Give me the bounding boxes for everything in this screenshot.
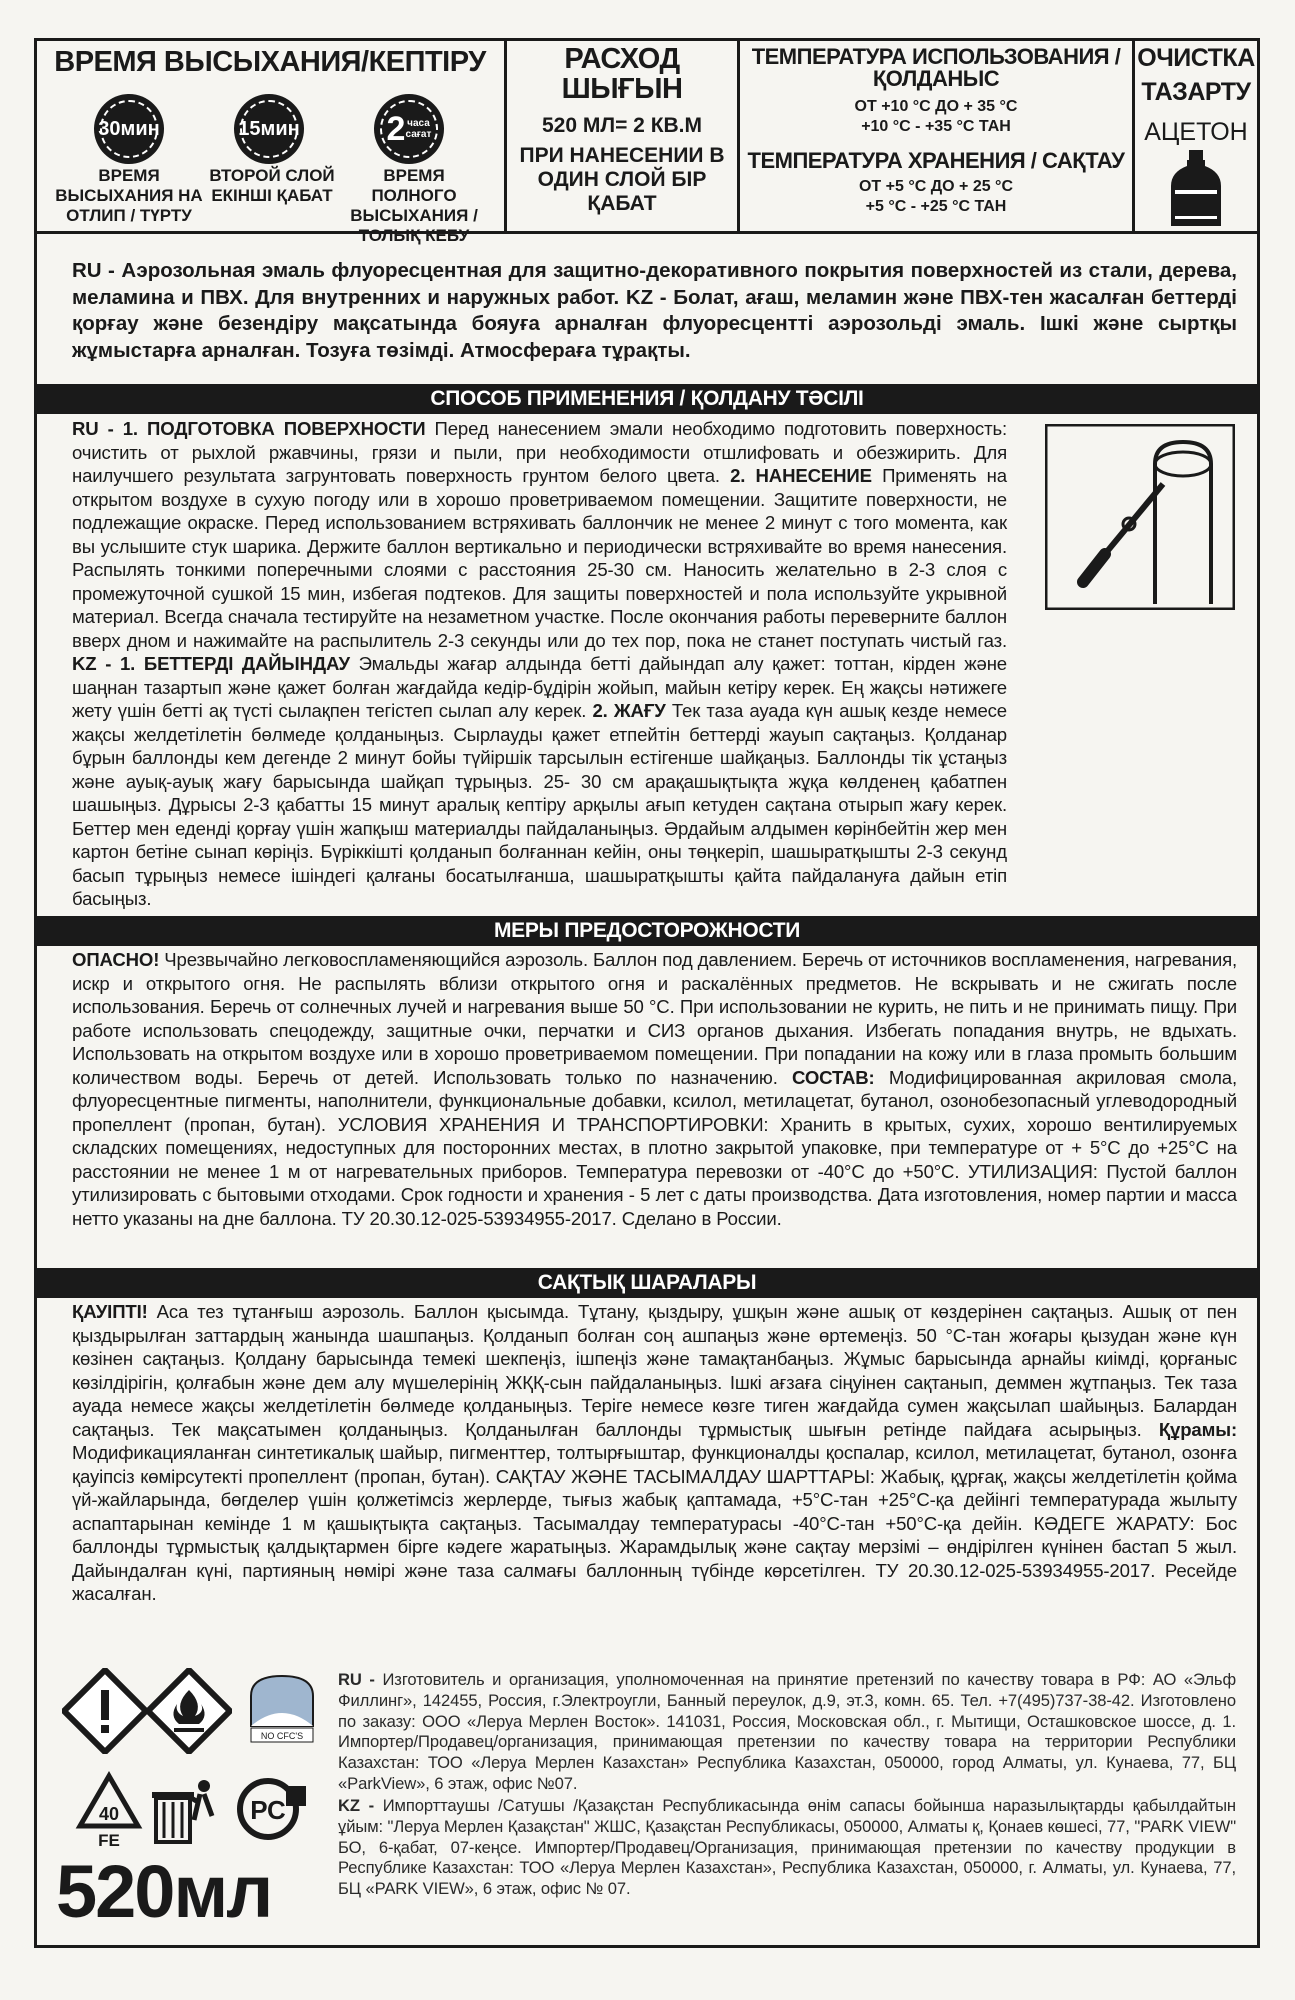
product-description: RU - Аэрозольная эмаль флуоресцентная для защитно-декоративного покрытия поверхностей из стали, дерева, меламина и ПВХ. Для внутренних и наружных работ. KZ - Болат, ағаш, меламин және ПВХ-тен жасалған беттерді қорғау және безендіру мақсатында бояуға арналған флуоресцентті аэрозольді эмаль. Ішкі және сыртқы жұмыстарға арналған. Тозуға төзімді. Атмосфераға тұрақты.: [72, 259, 1237, 362]
spray-can-illustration-icon: [1045, 424, 1235, 610]
no-cfc-icon: [245, 1670, 319, 1748]
pct-certification-icon: [236, 1776, 308, 1842]
drying-title: ВРЕМЯ ВЫСЫХАНИЯ/КЕПТІРУ: [54, 46, 486, 78]
exclamation-hazard-icon: [62, 1668, 148, 1754]
consumption-note: ПРИ НАНЕСЕНИИ В ОДИН СЛОЙ БІР ҚАБАТ: [519, 144, 725, 215]
storage-temperature-ru: ОТ +5 °С ДО + 25 °С: [858, 178, 1014, 195]
consumption-title-kz: ШЫҒЫН: [561, 73, 683, 105]
drying-section: [34, 38, 504, 245]
storage-temperature-title: ТЕМПЕРАТУРА ХРАНЕНИЯ / САҚТАУ: [747, 148, 1125, 173]
temperature-section: [740, 38, 1132, 231]
trash-bin-icon: [150, 1772, 220, 1850]
application-text-ru-1: RU - 1. ПОДГОТОВКА ПОВЕРХНОСТИ Перед нанесением эмали необходимо подготовить поверхность: очистить от рыхлой ржавчины, грязи и пыли, при необходимости отшлифовать и обезжирить. Для наилучшего результата загрунтовать поверхность грунтом белого цвета. 2. НАНЕСЕНИЕ Применять на открытом воздухе в сухую погоду или в хорошо проветриваемом помещении. Защитите поверхности, не подлежащие окраске. Перед использованием встряхивать баллончик не менее 2 минут с того момента, как вы услышите стук шарика. Держите баллон вертикально и периодически встряхивайте во время нанесения. Распылять тонкими поперечными слоями с расстояния 25-30 см. Наносить желательно в 2-3 слоя с промежуточной сушкой 15 мин, избегая подтеков. Для защиты поверхностей и пола используйте укрывной материал. Всегда сначала тестируйте на незаметном участке. После окончания работы переверните баллон вверх дном и нажимайте на распылитель 2-3 секунды или до тех пор, пока не станет поступать чистый газ. KZ - 1. БЕТТЕРДІ ДАЙЫНДАУ Эмальды жағар алдында бетті дайындап алу қажет: тоттан, кірден және шаңнан тазартып және қажет болған жағдайда кедір-бұдірін жойып, майын кетіру керек. Ең жақсы нәтижеге жету үшін бетті ақ түсті сылақпен тегістеп сылап алу керек. 2. ЖАҒУ Тек таза ауада күн ашық кезде немесе жақсы желдетілетін бөлмеде қолданыңыз. Сырлауды қажет етпейтін беттерді жауып сақтаңыз. Қолданар бұрын баллонды кем дегенде 2 минут бойы түйіршік тарсылын естігенше шайқаңыз. Баллонды тік ұстаңыз және ауық-ауық жағу барысында шайқап тұрыңыз. 25- 30 см арақашықтықта жұқа көлденең қабатпен шашыңыз. Дұрысы 2-3 қабатты 15 минут аралық кептіру арқылы ағып кетуден сақтана отырып жағу керек. Беттер мен еденді қорғау үшін жапқыш материалды пайдаланыңыз. Әрдайым алдымен көрінбейтін жер мен картон бетіне сынап көріңіз. Бүріккішті қолданып болғаннан кейін, оны төңкеріп, шашыратқышты 2-3 секунд басып тұрыңыз немесе ішіндегі қалғаны босатылғанша, шашыратқышты қайта пайдалануға дайын етіп басыңыз.: [72, 418, 1007, 909]
use-temperature-kz: +10 °С - +35 °С ТАН: [861, 118, 1011, 135]
svg-text:NO CFC'S: NO CFC'S: [260, 1731, 304, 1741]
manufacturer-ru: RU - Изготовитель и организация, уполномоченная на принятие претензий по качеству товара в РФ: АО «Эльф Филлинг», 142455, Россия, г.Электроугли, Банный переулок, д.9, эт.3, комн. 65. Тел. +7(495)737-38-42. Изготовлено по заказу: ООО «Леруа Мерлен Восток». 141031, Россия, Московская обл., г. Мытищи, Осташковское шоссе, д. 1. Импортер/Продавец/организация, принимающая претензии по качеству товара на территории Республики Казахстан: ТОО «Леруа Мерлен Казахстан» Республика Казахстан, 050000, город Алматы, ул. Кунаева, 77, БЦ «ParkView», 6 этаж, офис №07.: [338, 1670, 1236, 1793]
flame-hazard-icon: [146, 1668, 232, 1754]
solvent-bottle-icon: [1169, 150, 1223, 228]
drying-caption-1: ВРЕМЯ ВЫСЫХАНИЯ НА ОТЛИП / ТҮРТУ: [55, 166, 203, 225]
consumption-value: 520 МЛ= 2 КВ.М: [541, 114, 703, 137]
manufacturer-kz: KZ - Импорттаушы /Сатушы /Қазақстан Республикасында өнім сапасы бойынша наразылықтарды қабылдайтын ұйым: "Леруа Мерлен Қазақстан" ЖШС, Қазақстан Республикасы, 050000, Алматы қ, Қонаев көшесі, 77, "PARK VIEW" БО, 6-қабат, 07-кеңсе. Импортер/Продавец/Организация, принимающая претензии по качеству продукции в Республике Казахстан: ТОО «Леруа Мерлен Казахстан», Республика Казахстан, 050000, г. Алматы, ул. Кунаева, 77, БЦ «PARK VIEW», 6 этаж, офис № 07.: [338, 1796, 1236, 1899]
recycle-icon: [72, 1770, 146, 1850]
clock-icon-30min: 30мин: [94, 94, 164, 164]
storage-temperature-kz: +5 °С - +25 °С ТАН: [865, 198, 1007, 215]
svg-text:FE: FE: [98, 1831, 120, 1850]
header-panel: [34, 38, 1260, 245]
drying-caption-3: ВРЕМЯ ПОЛНОГО ВЫСЫХАНИЯ / ТОЛЫҚ КЕБУ: [350, 166, 478, 245]
precautions-heading: МЕРЫ ПРЕДОСТОРОЖНОСТИ: [37, 916, 1257, 946]
consumption-section: [507, 38, 737, 231]
svg-text:РС: РС: [250, 1795, 286, 1825]
application-heading: СПОСОБ ПРИМЕНЕНИЯ / ҚОЛДАНУ ТӘСІЛІ: [37, 384, 1257, 414]
cleaning-section: [1135, 38, 1257, 231]
consumption-title-ru: РАСХОД: [564, 43, 680, 75]
safety-kz-text: ҚАУІПТІ! Аса тез тұтанғыш аэрозоль. Баллон қысымда. Тұтану, қыздыру, ұшқын және ашық от көздерінен сақтаңыз. Ашық от пен қыздырылған заттардың жанында шашпаңыз. Қолданып болған соң ашпаңыз және өртемеңіз. 50 °С-тан жоғары қызудан және күн көзінен сақтаңыз. Қолдану барысында темекі шекпеңіз, ішпеңіз және тамақтанбаңыз. Жұмыс барысында арнайы киімді, қорғаныс көзілдірігін, қолғабын және дем алу мүшелерінің ЖҚҚ-сын пайдаланыңыз. Ішкі ағзаға сіңуінен сақтанып, деммен жұтпаңыз. Тек таза ауада немесе жақсы желдетілетін бөлмеде қолданыңыз. Теріге немесе көзге тиген жағдайда сумен жақсылап шайыңыз. Балардан сақтаңыз. Тек мақсатымен қолданыңыз. Қолданылған баллонды тұрмыстық шығын ретінде пайдаға асырыңыз. Құрамы: Модификацияланған синтетикалық шайыр, пигменттер, толтырғыштар, функционалды қоспалар, ксилол, метилацетат, бутанол, озонға қауіпсіз көмірсутекті пропеллент (пропан, бутан). САҚТАУ ЖӘНЕ ТАСЫМАЛДАУ ШАРТТАРЫ: Жабық, құрғақ, жақсы желдетілетін қойма үй-жайларында, бөгделер үшін қолжетімсіз жерлерде, тығыз жабық қаптамада, +5°С-тан +25°С-қа дейінгі температурада жылыту аспаптарынан кемінде 1 м қашықтықта сақтаңыз. Тасымалдау температурасы -40°С-тан +50°С-қа дейін. КӘДЕГЕ ЖАРАТУ: Бос баллонды тұрмыстық қалдықтармен бірге кәдеге жаратыңыз. Жарамдылық және сақтау мерзімі – өндірілген күнінен бастап 5 жыл. Дайындалған күні, партияның нөмірі және таза салмағы баллонның түбінде көрсетілген. ТУ 20.30.12-025-53934955-2017. Ресейде жасалған.: [72, 1301, 1237, 1604]
safety-kz-heading: САҚТЫҚ ШАРАЛАРЫ: [37, 1268, 1257, 1298]
precautions-text: ОПАСНО! Чрезвычайно легковоспламеняющийся аэрозоль. Баллон под давлением. Беречь от источников воспламенения, нагревания, искр и открытого огня. Не распылять вблизи открытого огня и раскалённых предметов. Не вскрывать и не сжигать после использования. Беречь от солнечных лучей и нагревания выше 50 °С. При использовании не курить, не пить и не принимать пищу. При работе использовать спецодежду, защитные очки, перчатки и СИЗ органов дыхания. Избегать попадания внутрь, не вдыхать. Использовать на открытом воздухе или в хорошо проветриваемом помещении. При попадании на кожу или в глаза промыть большим количеством воды. Беречь от детей. Использовать только по назначению. СОСТАВ: Модифицированная акриловая смола, флуоресцентные пигменты, наполнители, функциональные добавки, ксилол, метилацетат, бутанол, озонобезопасный углеводородный пропеллент (пропан, бутан). УСЛОВИЯ ХРАНЕНИЯ И ТРАНСПОРТИРОВКИ: Хранить в крытых, сухих, хорошо вентилируемых складских помещениях, недоступных для посторонних местах, в плотно закрытой упаковке, при температуре от + 5°С до +25°С на расстоянии не менее 1 м от нагревательных приборов. Температура перевозки от -40°С до +50°С. УТИЛИЗАЦИЯ: Пустой баллон утилизировать с бытовыми отходами. Срок годности и хранения - 5 лет с даты производства. Дата изготовления, номер партии и масса нетто указаны на дне баллона. ТУ 20.30.12-025-53934955-2017. Сделано в России.: [72, 949, 1238, 1229]
clock-icon-15min: 15мин: [234, 94, 304, 164]
cleaning-title-kz: ТАЗАРТУ: [1141, 78, 1251, 106]
clock-icon-2h: 2 часа сағат: [374, 94, 444, 164]
use-temperature-title: ТЕМПЕРАТУРА ИСПОЛЬЗОВАНИЯ / ҚОЛДАНЫС: [751, 44, 1121, 91]
svg-text:40: 40: [98, 1804, 120, 1824]
use-temperature-ru: ОТ +10 °С ДО + 35 °С: [854, 98, 1018, 115]
volume-label: 520мл: [56, 1850, 272, 1933]
cleaning-value: АЦЕТОН: [1144, 118, 1248, 146]
cleaning-title-ru: ОЧИСТКА: [1137, 44, 1255, 72]
drying-caption-2: ВТОРОЙ СЛОЙ ЕКІНШІ ҚАБАТ: [209, 166, 335, 205]
